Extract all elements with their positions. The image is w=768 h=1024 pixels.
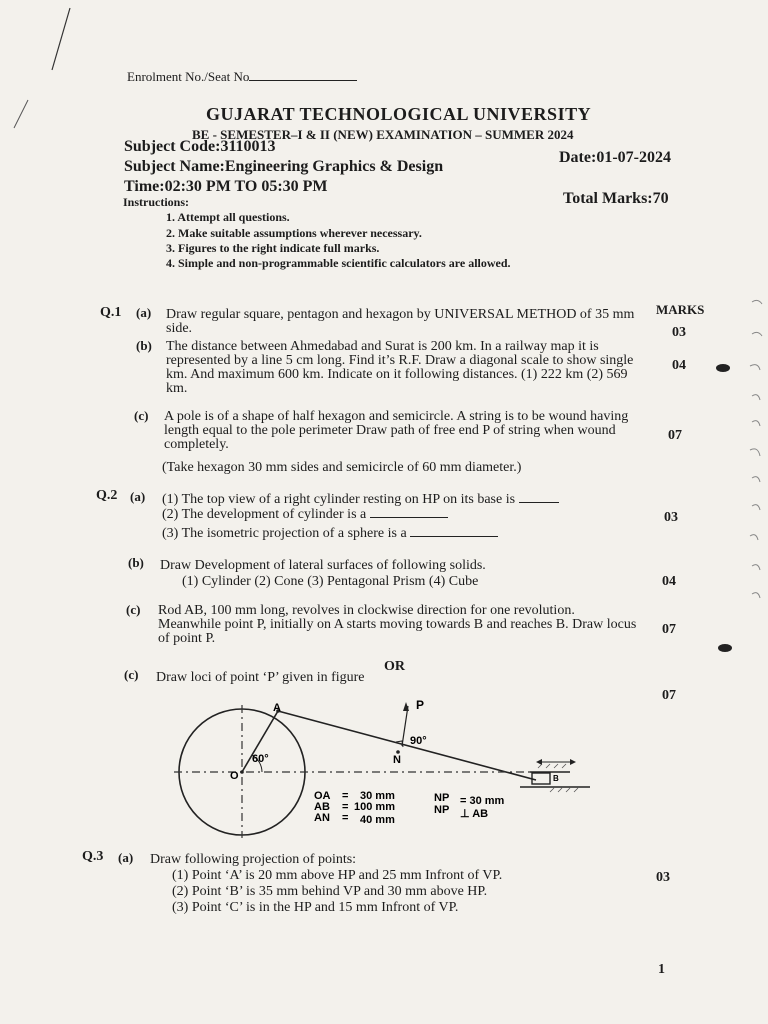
dim-eq: = (342, 812, 349, 824)
dim-name: NP (434, 792, 450, 804)
fill-in-line: (1) The top view of a right cylinder resting on HP on its base is (162, 492, 559, 508)
marks-header: MARKS (656, 302, 705, 317)
question-marks: 04 (672, 358, 686, 373)
enrolment-label: Enrolment No./Seat No (127, 68, 357, 85)
exam-title: BE - SEMESTER–I & II (NEW) EXAMINATION – SUMMER 2024 (192, 127, 574, 142)
question-marks: 07 (668, 428, 682, 443)
instruction-item: 4. Simple and non-programmable scientific calculators are allowed. (166, 256, 511, 270)
rod-ab (278, 711, 536, 780)
question-marks: 03 (664, 510, 678, 525)
label-b: B (553, 774, 559, 783)
slider-block (532, 773, 550, 784)
instruction-item: 2. Make suitable assumptions wherever necessary. (166, 226, 422, 240)
subject-code: Subject Code:3110013 (124, 138, 276, 155)
instructions-title: Instructions: (123, 195, 190, 209)
dim-name: NP (434, 804, 450, 816)
question-text: Draw following projection of points: (150, 852, 357, 867)
part-label: (c) (124, 667, 139, 682)
question-marks: 07 (662, 688, 676, 703)
label-n: N (393, 754, 401, 766)
page-number: 1 (658, 962, 665, 977)
part-label: (a) (118, 850, 134, 865)
question-marks: 07 (662, 622, 676, 637)
question-label-q1: Q.1 (100, 305, 122, 320)
question-text: Draw regular square, pentagon and hexagon by UNIVERSAL METHOD of 35 mm side. (166, 307, 635, 336)
question-text: A pole is of a shape of half hexagon and semicircle. A string is to be wound having length equal to the pole perimeter Draw path of free end P of string when wound completely. (164, 409, 629, 452)
label-a: A (273, 702, 281, 714)
question-text: Draw Development of lateral surfaces of following solids. (160, 558, 486, 573)
question-marks: 03 (656, 870, 670, 885)
part-label: (a) (130, 489, 146, 504)
or-separator: OR (384, 659, 405, 674)
fill-in-line: (3) The isometric projection of a sphere is a (162, 522, 498, 542)
guide-arrow-left (536, 759, 542, 765)
dim-value: 40 mm (360, 814, 395, 826)
guide-arrow-right (570, 759, 576, 765)
label-o: O (230, 770, 239, 782)
point-item: (3) Point ‘C’ is in the HP and 15 mm Infront of VP. (172, 900, 459, 915)
dim-name: OA (314, 790, 331, 802)
instruction-item: 3. Figures to the right indicate full marks. (166, 241, 380, 255)
exam-time: Time:02:30 PM TO 05:30 PM (124, 178, 328, 195)
loci-figure (170, 700, 600, 845)
point-item: (1) Point ‘A’ is 20 mm above HP and 25 mm Infront of VP. (172, 868, 503, 883)
dim-eq: ⊥ AB (460, 808, 489, 820)
point-item: (2) Point ‘B’ is 35 mm behind VP and 30 mm above HP. (172, 884, 488, 899)
question-label-q2: Q.2 (96, 488, 118, 503)
label-angle-90: 90° (410, 735, 427, 747)
instruction-item: 1. Attempt all questions. (166, 210, 290, 224)
university-name: GUJARAT TECHNOLOGICAL UNIVERSITY (206, 104, 592, 124)
dim-name: AN (314, 812, 330, 824)
question-marks: 03 (672, 325, 686, 340)
question-text: The distance between Ahmedabad and Surat is 200 km. In a railway map it is represented by a line 5 cm long. Find it’s R.F. Draw a diagonal scale to show single km. And maximum 600 km. Indicate on it following distances. (1) 222 km (2) 569 km. (166, 339, 634, 396)
question-text: Rod AB, 100 mm long, revolves in clockwise direction for one revolution. Meanwhile point P, initially on A starts moving towards B and reaches B. Draw locus of point P. (158, 603, 637, 646)
question-label-q3: Q.3 (82, 849, 104, 864)
dim-value: 100 mm (354, 801, 395, 813)
part-label: (b) (136, 338, 152, 353)
dim-name: AB (314, 801, 330, 813)
total-marks: Total Marks:70 (563, 190, 669, 207)
question-note: (Take hexagon 30 mm sides and semicircle of 60 mm diameter.) (162, 460, 522, 475)
dim-eq: = (342, 801, 349, 813)
fill-in-line: (2) The development of cylinder is a (162, 507, 448, 523)
part-label: (c) (134, 408, 149, 423)
question-text: Draw loci of point ‘P’ given in figure (156, 670, 365, 685)
part-label: (b) (128, 555, 144, 570)
label-angle-60: 60° (252, 753, 269, 765)
dim-eq: = (342, 790, 349, 802)
perpendicular-np (402, 706, 408, 746)
dim-value: 30 mm (360, 790, 395, 802)
question-subtext: (1) Cylinder (2) Cone (3) Pentagonal Prism (4) Cube (182, 574, 479, 589)
exam-date: Date:01-07-2024 (559, 149, 671, 166)
part-label: (a) (136, 305, 152, 320)
subject-name: Subject Name:Engineering Graphics & Design (124, 158, 444, 175)
dim-eq: = 30 mm (460, 795, 505, 807)
part-label: (c) (126, 602, 141, 617)
label-p: P (416, 700, 425, 712)
question-marks: 04 (662, 574, 676, 589)
